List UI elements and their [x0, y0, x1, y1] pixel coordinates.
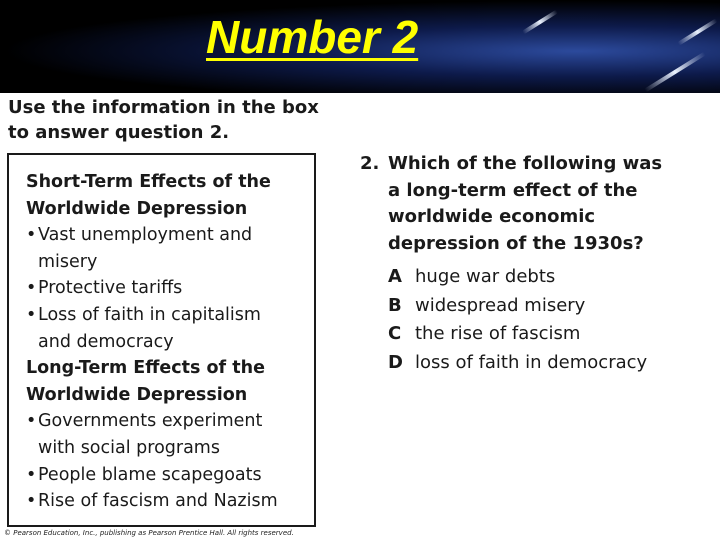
item-line: • People blame scapegoats — [38, 464, 262, 485]
choice-text: loss of faith in democracy — [415, 351, 648, 373]
long-term-item — [26, 462, 278, 489]
short-term-item — [26, 275, 278, 302]
item-line: • Vast unemployment and — [38, 225, 253, 246]
question-number: 2. — [360, 153, 380, 174]
item-line: and democracy — [38, 331, 174, 352]
question-line: depression of the 1930s? — [388, 232, 644, 254]
light-streak — [522, 10, 558, 35]
answer-choice-c — [388, 320, 688, 349]
heading-line: Long-Term Effects of the — [26, 358, 265, 379]
choice-letter: D — [388, 351, 403, 373]
item-line: • Protective tariffs — [38, 278, 183, 299]
instructions-line: Use the information in the box — [8, 97, 319, 118]
information-box-content — [26, 169, 278, 515]
item-line: misery — [38, 251, 98, 272]
choice-text: the rise of fascism — [415, 323, 581, 344]
short-term-heading — [26, 169, 278, 222]
answer-choice-d — [388, 349, 688, 378]
light-streak — [644, 52, 705, 92]
copyright-notice: © Pearson Education, Inc., publishing as Pearson Prentice Hall. All rights reserved. — [4, 529, 294, 537]
answer-choice-b — [388, 292, 688, 321]
choice-letter: C — [388, 323, 402, 344]
question-text — [388, 151, 668, 257]
heading-line: Short-Term Effects of the — [26, 172, 271, 192]
item-line: • Loss of faith in capitalism — [38, 304, 261, 325]
question-line: Which of the following was — [388, 153, 663, 174]
question-line: worldwide economic — [388, 206, 596, 227]
slide-header — [0, 0, 720, 93]
choice-text: huge war debts — [415, 266, 556, 287]
information-box — [7, 153, 316, 527]
instructions — [8, 95, 319, 145]
long-term-heading — [26, 355, 278, 408]
instructions-line: to answer question 2. — [8, 122, 230, 143]
choice-letter: B — [388, 294, 402, 316]
choice-letter: A — [388, 266, 402, 287]
item-line: • Rise of fascism and Nazism — [38, 491, 278, 512]
long-term-item — [26, 488, 278, 515]
short-term-item — [26, 302, 278, 355]
light-streak — [677, 18, 717, 45]
slide-title: Number 2 — [206, 11, 419, 63]
worksheet-image — [0, 93, 720, 540]
heading-line: Worldwide Depression — [26, 198, 248, 219]
choice-text: widespread misery — [415, 294, 586, 316]
item-line: • Governments experiment — [38, 411, 263, 432]
answer-choice-a — [388, 263, 688, 292]
long-term-item — [26, 408, 278, 461]
short-term-item — [26, 222, 278, 275]
answer-choices — [388, 263, 688, 377]
question-line: a long-term effect of the — [388, 179, 638, 201]
item-line: with social programs — [38, 437, 220, 458]
heading-line: Worldwide Depression — [26, 384, 248, 405]
